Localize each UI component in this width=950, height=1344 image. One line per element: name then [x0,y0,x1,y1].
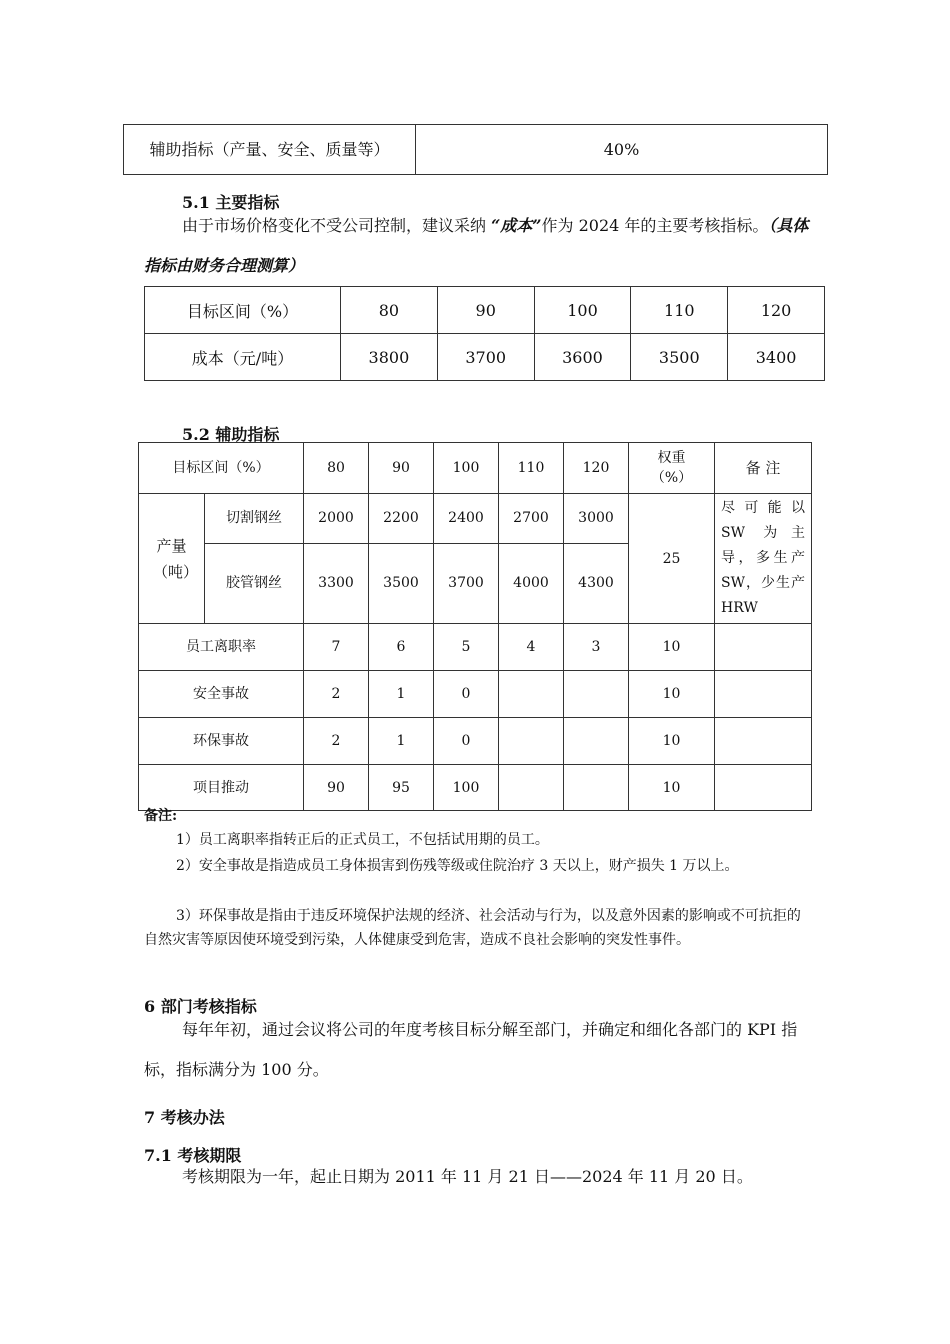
table-cell: 0 [434,671,499,718]
aux-indicator-weight: 40% [416,125,828,175]
table-cell: 1 [369,718,434,765]
table-row [124,125,828,175]
safety-weight: 10 [629,671,715,718]
table-cell: 2 [304,718,369,765]
env-weight: 10 [629,718,715,765]
section-6-heading: 6 部门考核指标 [144,997,257,1016]
table-cell: 3400 [728,334,825,381]
table-cell: 80 [304,443,369,494]
table-cell: 100 [534,287,631,334]
section-5-2-heading: 5.2 辅助指标 [182,425,280,444]
output-remark: 尽可能以 SW 为主导，多生产 SW，少生产HRW [715,494,812,624]
cut-wire-label: 切割钢丝 [205,494,304,544]
table-cell: 3700 [437,334,534,381]
hose-wire-label: 胶管钢丝 [205,543,304,623]
table-cell: 100 [434,765,499,811]
table-row [139,765,812,811]
paragraph-text: 作为 2024 年的主要考核指标。 [541,216,769,235]
table-cell: 4300 [564,543,629,623]
table-cell: 100 [434,443,499,494]
section-6-paragraph: 每年年初，通过会议将公司的年度考核目标分解至部门，并确定和细化各部门的 KPI 指标，指标满分为 100 分。 [144,1020,798,1079]
table-cell: 2400 [434,494,499,544]
env-label: 环保事故 [139,718,304,765]
remark-header: 备 注 [715,443,812,494]
output-label: 产量（吨） [139,494,205,624]
table-cell: 7 [304,624,369,671]
note-3: 3）环保事故是指由于违反环境保护法规的经济、社会活动与行为，以及意外因素的影响或不可抗拒的自然灾害等原因使环境受到污染，人体健康受到危害，造成不良社会影响的突发性事件。 [144,908,801,948]
paragraph-text: 由于市场价格变化不受公司控制，建议采纳 [182,216,492,235]
aux-indicator-label: 辅助指标（产量、安全、质量等） [124,125,416,175]
table-cell [564,765,629,811]
table-row [139,443,812,494]
table-cell [715,671,812,718]
section-5-1-heading: 5.1 主要指标 [182,193,280,212]
table-cell: 90 [304,765,369,811]
italic-note: （具体指标由财务合理测算） [144,216,809,275]
table-cell: 2000 [304,494,369,544]
table-cell: 90 [369,443,434,494]
weight-header: 权重（%） [629,443,715,494]
table-cell: 3 [564,624,629,671]
table-row [139,671,812,718]
table-row [139,718,812,765]
target-range-label: 目标区间（%） [139,443,304,494]
table-row [139,624,812,671]
table-cell: 3600 [534,334,631,381]
table-cell: 3500 [631,334,728,381]
table-cell: 1 [369,671,434,718]
table-cell: 120 [564,443,629,494]
project-weight: 10 [629,765,715,811]
table-cell [564,671,629,718]
section-5-1-paragraph [144,206,812,286]
table-cell [715,624,812,671]
cost-label: 成本（元/吨） [145,334,341,381]
table-cell [499,671,564,718]
table-row [145,334,825,381]
table-cell: 3000 [564,494,629,544]
table-cell: 3500 [369,543,434,623]
table-cell: 4 [499,624,564,671]
note-2: 2）安全事故是指造成员工身体损害到伤残等级或住院治疗 3 天以上，财产损失 1 万以上。 [176,858,739,874]
section-7-1-paragraph: 考核期限为一年，起止日期为 2011 年 11 月 21 日——2024 年 11 月 20 日。 [182,1167,753,1186]
table-cell: 110 [631,287,728,334]
table-cell: 3300 [304,543,369,623]
table-cell [715,718,812,765]
aux-indicator-table [138,442,812,811]
table-cell: 4000 [499,543,564,623]
project-label: 项目推动 [139,765,304,811]
turnover-label: 员工离职率 [139,624,304,671]
note-1: 1）员工离职率指转正后的正式员工，不包括试用期的员工。 [176,832,549,848]
table-cell: 90 [437,287,534,334]
table-cell: 95 [369,765,434,811]
table-cell: 110 [499,443,564,494]
table-row [145,287,825,334]
table-cell [499,718,564,765]
target-range-label: 目标区间（%） [145,287,341,334]
output-weight: 25 [629,494,715,624]
table-cell: 0 [434,718,499,765]
table-cell: 5 [434,624,499,671]
table-cell: 3700 [434,543,499,623]
table-cell: 2700 [499,494,564,544]
table-cell [499,765,564,811]
table-row [139,494,812,544]
table-cell: 3800 [341,334,438,381]
main-indicator-table [144,286,825,381]
table-cell: 2 [304,671,369,718]
turnover-weight: 10 [629,624,715,671]
section-7-1-heading: 7.1 考核期限 [144,1146,242,1165]
table-cell: 2200 [369,494,434,544]
weight-table [123,124,828,175]
table-cell [564,718,629,765]
table-cell: 80 [341,287,438,334]
emphasis-cost: “成本” [491,216,542,235]
notes-title: 备注: [144,808,178,824]
safety-label: 安全事故 [139,671,304,718]
table-cell: 6 [369,624,434,671]
section-7-heading: 7 考核办法 [144,1108,225,1127]
table-cell: 120 [728,287,825,334]
table-cell [715,765,812,811]
